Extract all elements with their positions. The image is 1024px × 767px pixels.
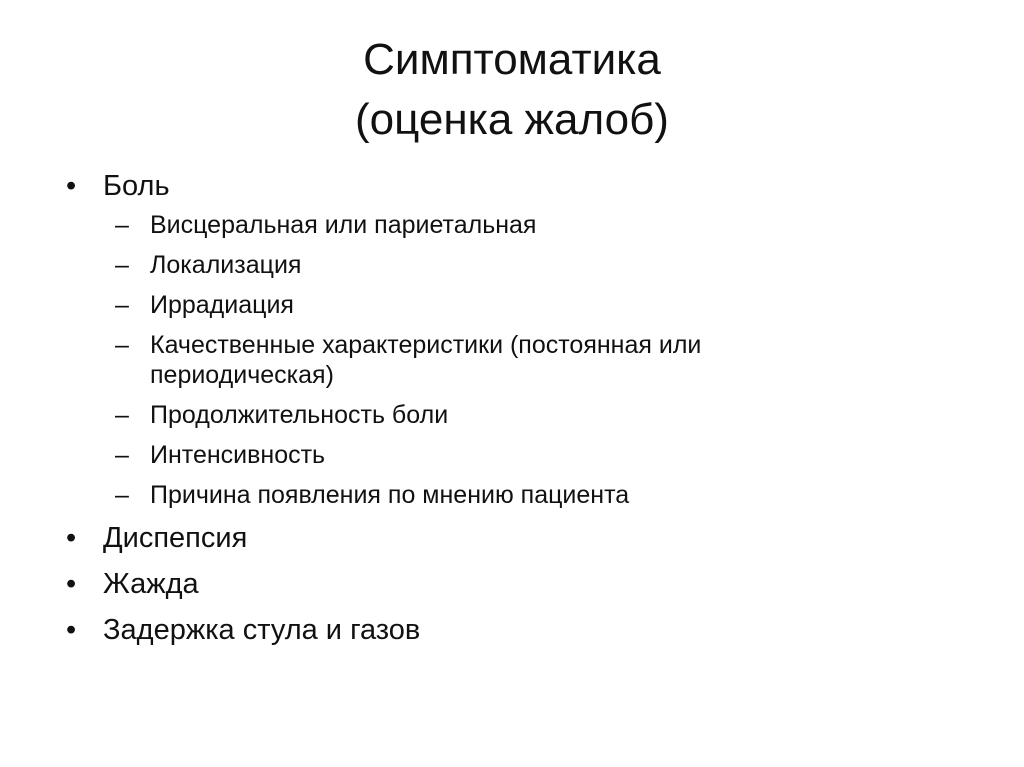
bullet-icon: • xyxy=(66,170,77,202)
bullet-item-pain xyxy=(60,168,960,204)
dash-icon: – xyxy=(115,251,129,279)
sub-item xyxy=(60,330,870,390)
sub-item-label: Интенсивность xyxy=(150,441,326,469)
sub-item xyxy=(60,480,870,510)
sub-item xyxy=(60,250,870,280)
bullet-icon: • xyxy=(66,522,77,554)
sub-item-label: Качественные характеристики (постоянная или периодическая) xyxy=(150,331,702,389)
dash-icon: – xyxy=(115,211,129,239)
bullet-item-label: Диспепсия xyxy=(103,522,248,554)
bullet-item-label: Задержка стула и газов xyxy=(103,614,421,646)
bullet-icon: • xyxy=(66,568,77,600)
sub-item-label: Причина появления по мнению пациента xyxy=(150,481,630,509)
bullet-item-label: Жажда xyxy=(103,568,199,600)
sub-item-label: Иррадиация xyxy=(150,291,294,319)
sub-item-label: Продолжительность боли xyxy=(150,401,449,429)
slide-title xyxy=(0,30,1024,150)
dash-icon: – xyxy=(115,441,129,469)
bullet-list xyxy=(60,168,960,648)
title-line-2: (оценка жалоб) xyxy=(355,95,669,144)
sub-item xyxy=(60,290,870,320)
sub-item xyxy=(60,210,870,240)
bullet-item-label: Боль xyxy=(103,170,170,202)
dash-icon: – xyxy=(115,291,129,319)
pain-sublist xyxy=(60,210,960,510)
bullet-item-thirst xyxy=(60,566,960,602)
dash-icon: – xyxy=(115,481,129,509)
sub-item-label: Висцеральная или париетальная xyxy=(150,211,537,239)
sub-item-label: Локализация xyxy=(150,251,302,279)
dash-icon: – xyxy=(115,401,129,429)
bullet-item-retention xyxy=(60,612,960,648)
bullet-icon: • xyxy=(66,614,77,646)
dash-icon: – xyxy=(115,331,129,359)
sub-item xyxy=(60,400,870,430)
sub-item xyxy=(60,440,870,470)
title-line-1: Симптоматика xyxy=(363,35,661,84)
bullet-item-dyspepsia xyxy=(60,520,960,556)
